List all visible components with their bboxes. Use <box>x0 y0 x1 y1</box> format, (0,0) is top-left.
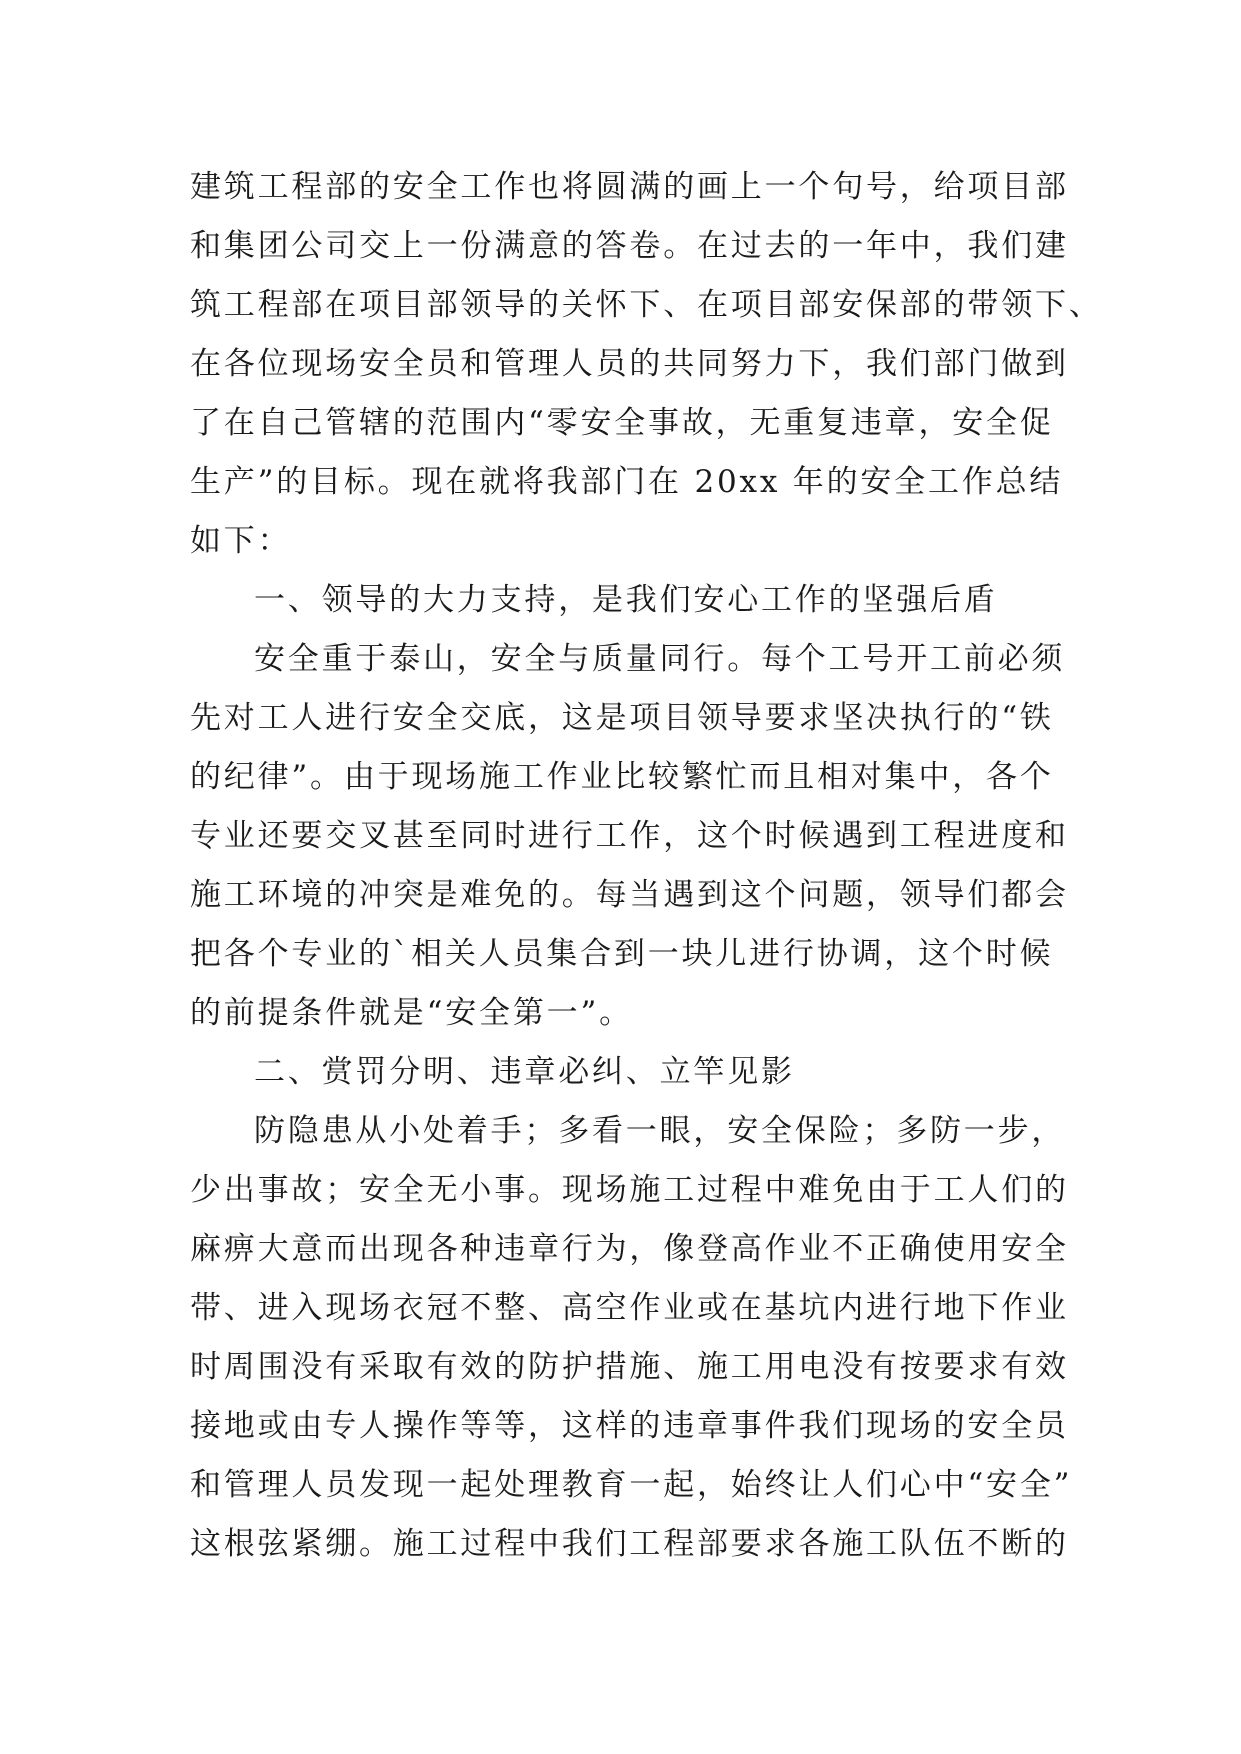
text-line: 少出事故；安全无小事。现场施工过程中难免由于工人们的 <box>190 1172 1069 1208</box>
text-line: 了在自己管辖的范围内“零安全事故，无重复违章，安全促 <box>190 405 1054 441</box>
text-line: 施工环境的冲突是难免的。每当遇到这个问题，领导们都会 <box>190 877 1069 913</box>
text-line: 生产”的目标。现在就将我部门在 20xx 年的安全工作总结 <box>190 464 1064 500</box>
text-line: 建筑工程部的安全工作也将圆满的画上一个句号，给项目部 <box>190 169 1069 205</box>
text-line: 这根弦紧绷。施工过程中我们工程部要求各施工队伍不断的 <box>190 1526 1069 1562</box>
text-line: 筑工程部在项目部领导的关怀下、在项目部安保部的带领下、 <box>190 287 1103 323</box>
text-line: 和管理人员发现一起处理教育一起，始终让人们心中“安全” <box>190 1467 1073 1503</box>
text-line: 的前提条件就是“安全第一”。 <box>190 995 633 1031</box>
text-line: 如下： <box>190 523 292 559</box>
text-line: 把各个专业的`相关人员集合到一块儿进行协调，这个时候 <box>190 936 1054 972</box>
text-line: 时周围没有采取有效的防护措施、施工用电没有按要求有效 <box>190 1349 1069 1385</box>
text-line: 带、进入现场衣冠不整、高空作业或在基坑内进行地下作业 <box>190 1290 1069 1326</box>
paragraph-start: 防隐患从小处着手；多看一眼，安全保险；多防一步， <box>254 1113 1066 1149</box>
text-line: 先对工人进行安全交底，这是项目领导要求坚决执行的“铁 <box>190 700 1054 736</box>
text-line: 的纪律”。由于现场施工作业比较繁忙而且相对集中，各个 <box>190 759 1054 795</box>
text-line: 在各位现场安全员和管理人员的共同努力下，我们部门做到 <box>190 346 1069 382</box>
paragraph-start: 安全重于泰山，安全与质量同行。每个工号开工前必须 <box>254 641 1066 677</box>
text-line: 和集团公司交上一份满意的答卷。在过去的一年中，我们建 <box>190 228 1069 264</box>
text-line: 接地或由专人操作等等，这样的违章事件我们现场的安全员 <box>190 1408 1069 1444</box>
text-line: 专业还要交叉甚至同时进行工作，这个时候遇到工程进度和 <box>190 818 1069 854</box>
section-heading-2: 二、赏罚分明、违章必纠、立竿见影 <box>254 1054 795 1090</box>
text-line: 麻痹大意而出现各种违章行为，像登高作业不正确使用安全 <box>190 1231 1069 1267</box>
section-heading-1: 一、领导的大力支持，是我们安心工作的坚强后盾 <box>254 582 998 618</box>
